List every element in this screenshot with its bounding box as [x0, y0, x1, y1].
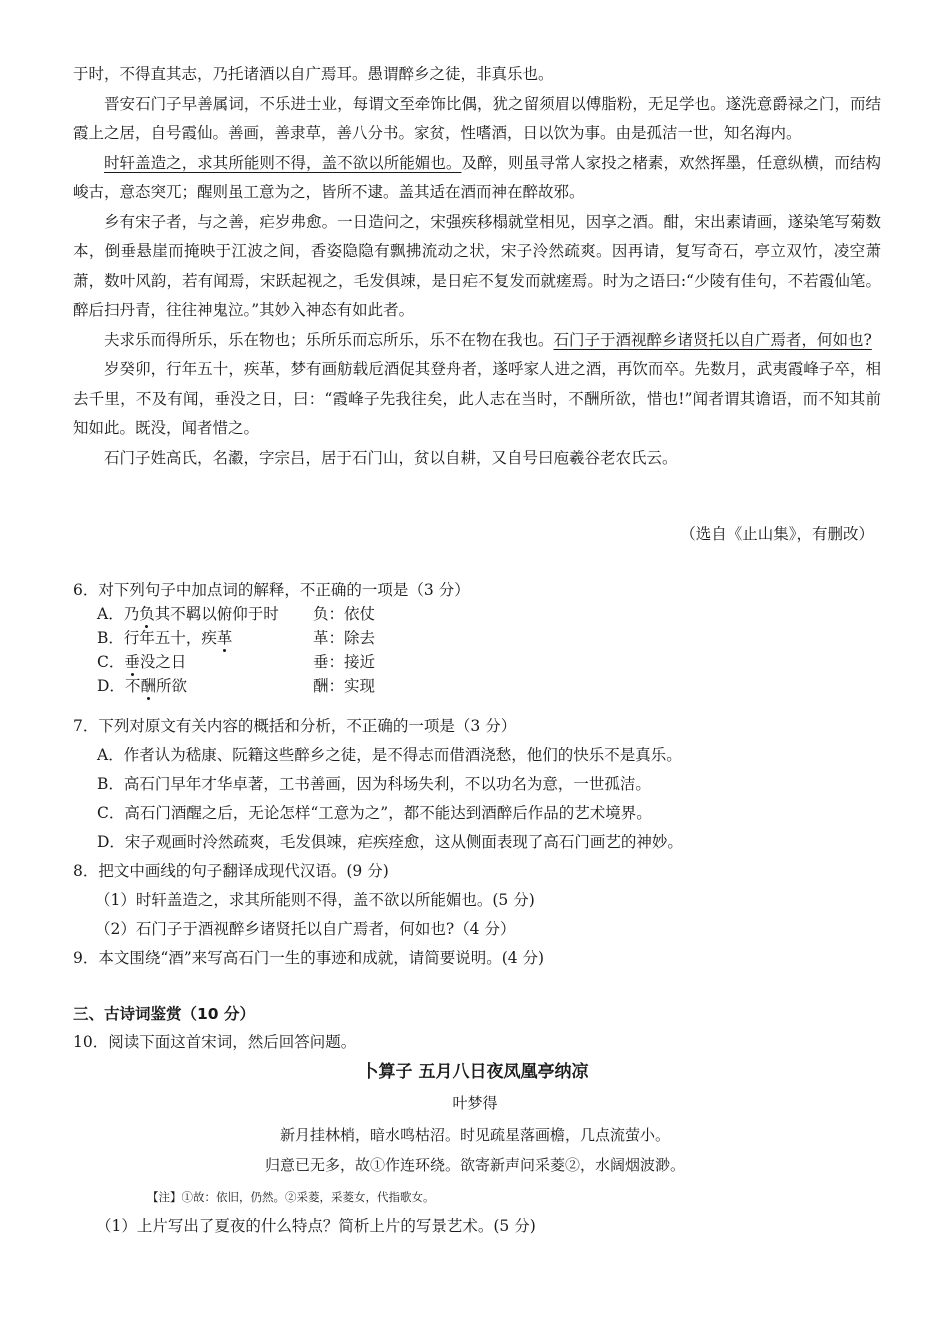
q6-option-d: D．不酬所欲 酬：实现	[97, 677, 376, 695]
passage-source: （选自《止山集》，有删改）	[680, 525, 874, 543]
question-6-stem: 6．对下列句子中加点词的解释，不正确的一项是（3 分）	[73, 581, 470, 599]
poem-line-1: 新月挂林梢，暗水鸣枯沼。时见疏星落画檐，几点流萤小。	[279, 1126, 670, 1144]
passage-paragraph-4: 乡有宋子者，与之善，疟岁弗愈。一日造问之，宋强疾移榻就堂相见，因享之酒。酣，宋出素请画，遂染笔写菊数本，倒垂悬崖而掩映于江波之间，香姿隐隐有飘拂流动之状，宋子泠然疏爽。因再请，复写奇石，亭立双竹，凌空萧萧，数叶风韵，若有闻焉，宋跃起视之，毛发俱竦，是日疟不复发而就瘥焉。时为之语曰:“少陵有佳句，不若霞仙笔。醉后扫丹青，往往神鬼泣。”其妙入神态有如此者。	[73, 212, 881, 319]
dotted-word: 酬	[140, 677, 156, 695]
poem-author: 叶梦得	[452, 1094, 498, 1112]
q7-option-c: C．高石门酒醒之后，无论怎样“工意为之”，都不能达到酒醉后作品的艺术境界。	[97, 804, 652, 822]
q8-sentence-1: （1）时轩盖造之，求其所能则不得，盖不欲以所能媚也。(5 分)	[95, 891, 535, 909]
question-8-stem: 8．把文中画线的句子翻译成现代汉语。(9 分)	[73, 862, 389, 880]
passage-paragraph-6: 岁癸卯，行年五十，疾革，梦有画舫载卮酒促其登舟者，遂呼家人进之酒，再饮而卒。先数月，武夷霞峰子卒，相去千里，不及有闻，垂没之日，曰：“霞峰子先我往矣，此人志在当时，不酬所欲，惜也!”闻者谓其谵语，而不知其前知如此。既没，闻者惜之。	[73, 360, 881, 437]
underlined-sentence-1: 时轩盖造之，求其所能则不得，盖不欲以所能媚也。	[104, 153, 462, 172]
section-3-heading: 三、古诗词鉴赏（10 分）	[73, 1005, 255, 1023]
q6-option-a: A．乃负其不羁以俯仰于时 负：依仗	[97, 605, 376, 623]
question-9: 9．本文围绕“酒”来写高石门一生的事迹和成就，请简要说明。(4 分)	[73, 949, 545, 967]
dotted-word: 垂	[124, 653, 140, 671]
classical-passage	[73, 60, 881, 473]
emphasis-not-correct: 不正确	[346, 717, 393, 735]
q10-subquestion-1: （1）上片写出了夏夜的什么特点？简析上片的写景艺术。(5 分)	[96, 1217, 536, 1235]
poem-title: 卜算子 五月八日夜凤凰亭纳凉	[361, 1062, 589, 1082]
passage-paragraph-1: 于时，不得直其志，乃托诸酒以自广焉耳。愚谓醉乡之徒，非真乐也。	[73, 65, 554, 83]
q7-option-a: A．作者认为嵇康、阮籍这些醉乡之徒，是不得志而借酒浇愁，他们的快乐不是真乐。	[97, 746, 682, 764]
underlined-sentence-2: 石门子于酒视醉乡诸贤托以自广焉者，何如也?	[553, 330, 872, 349]
paragraph-3-rest: 及醉，则虽寻常人家投之楮素，欢然挥墨，任意纵横，而结构峻古，意态突兀；醒则虽工意为之，皆所不逮。盖其适在酒而神在醉故邪。	[73, 153, 881, 201]
paragraph-5-plain: 夫求乐而得所乐，乐在物也；乐所乐而忘所乐，乐不在物在我也。	[104, 330, 554, 349]
poem-line-2: 归意已无多，故①作连环绕。欲寄新声问采菱②，水阔烟波渺。	[264, 1156, 685, 1174]
question-6	[73, 578, 883, 698]
dotted-word: 革	[216, 629, 233, 647]
q6-option-c: C．垂没之日 垂：接近	[97, 653, 376, 671]
poem-note: 【注】①故：依旧，仍然。②采菱，采菱女，代指歌女。	[147, 1190, 435, 1204]
dotted-word: 负	[139, 605, 155, 623]
emphasis-not-correct: 不正确	[299, 581, 347, 599]
q6-option-b: B．行年五十，疾革 革：除去	[97, 629, 376, 647]
question-7-stem: 7．下列对原文有关内容的概括和分析，不正确的一项是（3 分）	[73, 717, 517, 735]
question-10-stem: 10．阅读下面这首宋词，然后回答问题。	[73, 1033, 357, 1051]
q7-option-d: D．宋子观画时泠然疏爽，毛发俱竦，疟疾痊愈，这从侧面表现了高石门画艺的神妙。	[97, 833, 683, 851]
passage-paragraph-5	[73, 326, 881, 356]
passage-paragraph-3	[73, 149, 881, 208]
q8-sentence-2: （2）石门子于酒视醉乡诸贤托以自广焉者，何如也?（4 分）	[95, 920, 516, 938]
passage-paragraph-2: 晋安石门子早善属词，不乐进士业，每谓文至牵饰比偶，犹之留须眉以傅脂粉，无足学也。遂洗意爵禄之门，而结霞上之居，自号霞仙。善画，善隶草，善八分书。家贫，性嗜酒，日以饮为事。由是孤洁一世，知名海内。	[73, 94, 881, 142]
q7-option-b: B．高石门早年才华卓著，工书善画，因为科场失利，不以功名为意，一世孤洁。	[97, 775, 651, 793]
question-7	[73, 712, 883, 973]
passage-paragraph-7: 石门子姓高氏，名瀫，字宗吕，居于石门山，贫以自耕，又自号曰庖羲谷老农氏云。	[104, 448, 678, 467]
